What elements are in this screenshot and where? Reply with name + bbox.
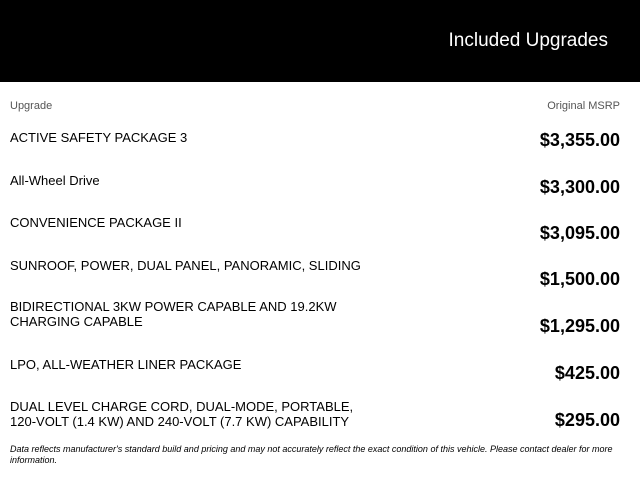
upgrade-name: ACTIVE SAFETY PACKAGE 3 bbox=[10, 130, 188, 145]
upgrade-row bbox=[10, 215, 620, 261]
disclaimer-text: Data reflects manufacturer's standard build and pricing and may not accurately reflect the exact condition of this vehicle. Please contact dealer for more information. bbox=[10, 444, 613, 465]
upgrade-name: SUNROOF, POWER, DUAL PANEL, PANORAMIC, SLIDING bbox=[10, 258, 361, 273]
upgrade-name: BIDIRECTIONAL 3KW POWER CAPABLE AND 19.2KW CHARGING CAPABLE bbox=[10, 299, 337, 329]
upgrade-name: All-Wheel Drive bbox=[10, 173, 100, 188]
column-header-upgrade: Upgrade bbox=[10, 100, 53, 112]
upgrade-price: $295.00 bbox=[554, 410, 620, 430]
upgrade-price: $3,300.00 bbox=[539, 177, 620, 197]
upgrade-row bbox=[10, 399, 620, 445]
upgrade-row bbox=[10, 130, 620, 176]
page-title: Included Upgrades bbox=[448, 30, 608, 51]
upgrade-price: $3,355.00 bbox=[539, 130, 620, 150]
upgrade-price: $1,295.00 bbox=[539, 316, 620, 336]
upgrade-row bbox=[10, 173, 620, 219]
upgrade-price: $3,095.00 bbox=[539, 223, 620, 243]
upgrade-name: DUAL LEVEL CHARGE CORD, DUAL-MODE, PORTABLE, 120-VOLT (1.4 KW) AND 240-VOLT (7.7 KW) CAPABILITY bbox=[10, 399, 354, 429]
upgrade-row bbox=[10, 357, 620, 403]
upgrade-name: LPO, ALL-WEATHER LINER PACKAGE bbox=[10, 357, 242, 372]
column-header-msrp: Original MSRP bbox=[547, 100, 620, 112]
upgrade-price: $425.00 bbox=[554, 363, 620, 383]
upgrade-row bbox=[10, 299, 620, 345]
upgrade-price: $1,500.00 bbox=[539, 269, 620, 289]
upgrade-name: CONVENIENCE PACKAGE II bbox=[10, 215, 182, 230]
upgrade-row bbox=[10, 258, 620, 304]
header-bar bbox=[0, 0, 640, 82]
